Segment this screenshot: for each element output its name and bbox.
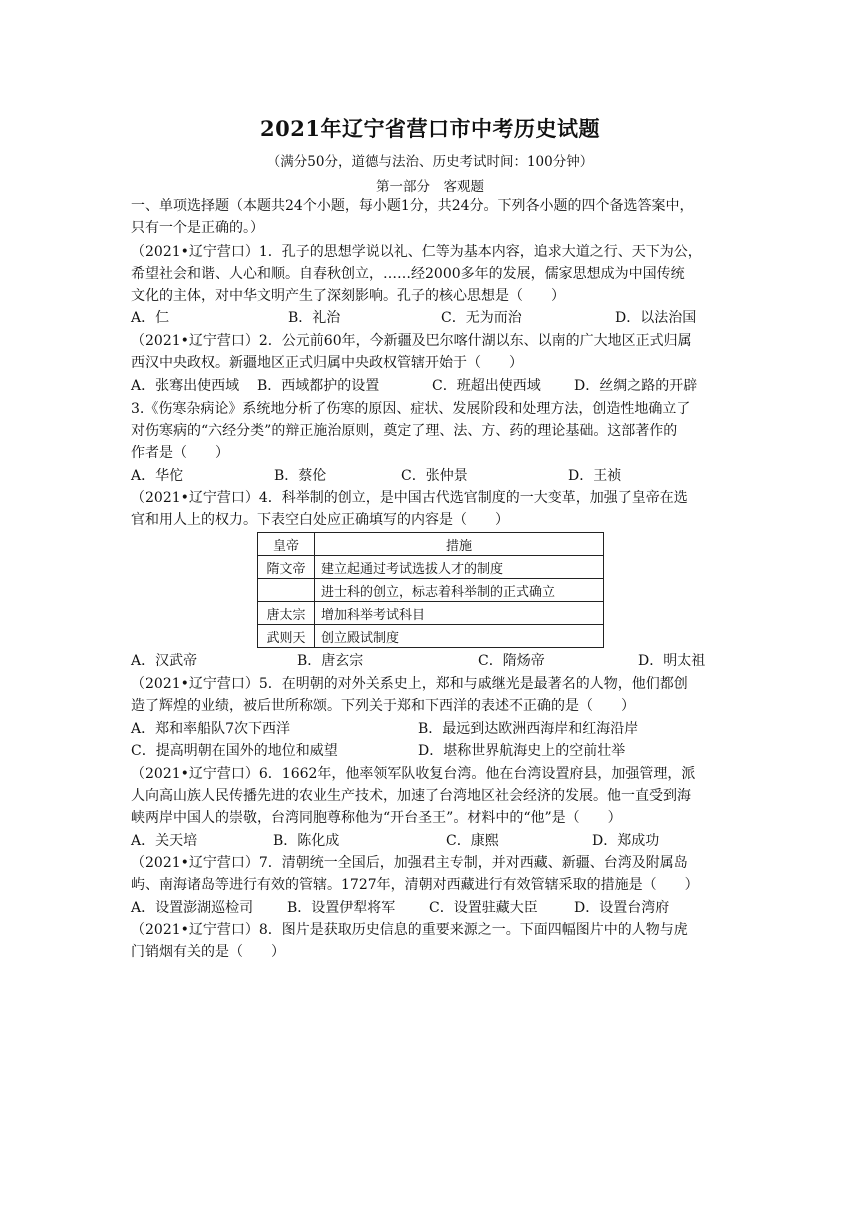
table-row [258,579,604,602]
blank-cell [258,579,315,602]
option-b: B．设置伊犁将军 [287,900,396,916]
option-d: D．郑成功 [592,833,660,849]
option-c: C．隋炀帝 [478,653,545,669]
option-a: A．张骞出使西域 [131,378,240,394]
option-b: B．陈化成 [273,833,340,849]
option-c: C．张仲景 [401,468,468,484]
option-b: B．西域都护的设置 [257,378,380,394]
question-3-text: 对伤寒病的“六经分类”的辩正施治原则，奠定了理、法、方、药的理论基础。这部著作的 [131,423,678,439]
option-c: C．班超出使西域 [432,378,541,394]
question-3-text: 3.《伤寒杂病论》系统地分析了伤寒的原因、症状、发展阶段和处理方法，创造性地确立了 [131,401,691,417]
option-a: A．郑和率船队7次下西洋 [131,721,291,737]
question-4-text: 官和用人上的权力。下表空白处应正确填写的内容是（ ） [131,512,509,528]
question-7-text: （2021•辽宁营口）7．清朝统一全国后，加强君主专制，并对西藏、新疆、台湾及附属岛 [131,855,688,871]
section-instruction: 只有一个是正确的。） [131,220,264,236]
question-1-text: 希望社会和谐、人心和顺。自春秋创立，……经2000多年的发展，儒家思想成为中国传统 [131,266,685,282]
question-7-text: 屿、南海诸岛等进行有效的管辖。1727年，清朝对西藏进行有效管辖采取的措施是（ ） [131,877,699,893]
option-a: A．汉武帝 [131,653,198,669]
question-6-options [131,831,731,851]
option-d: D．王祯 [568,468,622,484]
question-3-text: 作者是（ ） [131,445,229,461]
table-cell: 增加科举考试科目 [315,602,604,625]
table-cell: 唐太宗 [258,602,315,625]
question-2-text: （2021•辽宁营口）2．公元前60年，今新疆及巴尔喀什湖以东、以南的广大地区正式归属 [131,333,692,349]
option-b: B．礼治 [288,310,341,326]
option-a: A．设置澎湖巡检司 [131,900,254,916]
section-instruction: 一、单项选择题（本题共24个小题，每小题1分，共24分。下列各小题的四个备选答案中， [131,198,694,214]
exam-info: （满分50分，道德与法治、历史考试时间：100分钟） [266,154,594,170]
table-header-cell: 皇帝 [258,533,315,556]
option-a: A．仁 [131,310,170,326]
table-header-cell: 措施 [315,533,604,556]
page-title: 2021年辽宁省营口市中考历史试题 [260,116,600,141]
table-header-row [258,533,604,556]
question-5-text: （2021•辽宁营口）5．在明朝的对外关系史上，郑和与戚继光是最著名的人物，他们都创 [131,676,688,692]
question-6-text: 人向高山族人民传播先进的农业生产技术，加速了台湾地区社会经济的发展。他一直受到海 [131,788,691,804]
question-3-options [131,466,731,486]
table-cell: 建立起通过考试选拔人才的制度 [315,556,604,579]
table-cell: 武则天 [258,625,315,648]
question-2-text: 西汉中央政权。新疆地区正式归属中央政权管辖开始于（ ） [131,355,523,371]
question-5-text: 造了辉煌的业绩，被后世所称颂。下列关于郑和下西洋的表述不正确的是（ ） [131,698,635,714]
question-2-options [131,376,731,396]
option-d: D．堪称世界航海史上的空前壮举 [418,743,626,759]
option-d: D．设置台湾府 [574,900,670,916]
option-c: C．设置驻藏大臣 [429,900,538,916]
option-b: B．最远到达欧洲西海岸和红海沿岸 [418,721,639,737]
question-1-text: 文化的主体，对中华文明产生了深刻影响。孔子的核心思想是（ ） [131,288,565,304]
table-cell: 隋文帝 [258,556,315,579]
question-8-text: （2021•辽宁营口）8．图片是获取历史信息的重要来源之一。下面四幅图片中的人物与虎 [131,922,688,938]
option-c: C．提高明朝在国外的地位和威望 [131,743,338,759]
option-d: D．以法治国 [615,310,697,326]
table-row [258,602,604,625]
option-c: C．康熙 [446,833,499,849]
question-5-options [131,719,731,739]
question-1-options [131,308,731,328]
option-a: A．关天培 [131,833,198,849]
emperor-measures-table [257,532,604,648]
question-6-text: 峡两岸中国人的崇敬，台湾同胞尊称他为“开台圣王”。材料中的“他”是（ ） [131,810,622,826]
option-d: D．明太祖 [638,653,706,669]
table-cell: 进士科的创立，标志着科举制的正式确立 [315,579,604,602]
option-d: D．丝绸之路的开辟 [574,378,698,394]
question-7-options [131,898,731,918]
question-1-text: （2021•辽宁营口）1．孔子的思想学说以礼、仁等为基本内容，追求大道之行、天下为公， [131,244,702,260]
option-b: B．唐玄宗 [297,653,364,669]
option-a: A．华佗 [131,468,184,484]
option-c: C．无为而治 [441,310,522,326]
question-4-options [131,651,731,671]
table-cell: 创立殿试制度 [315,625,604,648]
question-8-text: 门销烟有关的是（ ） [131,944,285,960]
table-row [258,625,604,648]
option-b: B．蔡伦 [274,468,327,484]
question-4-text: （2021•辽宁营口）4．科举制的创立，是中国古代选官制度的一大变革，加强了皇帝在选 [131,490,688,506]
question-6-text: （2021•辽宁营口）6．1662年，他率领军队收复台湾。他在台湾设置府县，加强管理，派 [131,766,696,782]
table-row [258,556,604,579]
question-5-options [131,741,731,761]
part-heading: 第一部分 客观题 [376,179,484,195]
